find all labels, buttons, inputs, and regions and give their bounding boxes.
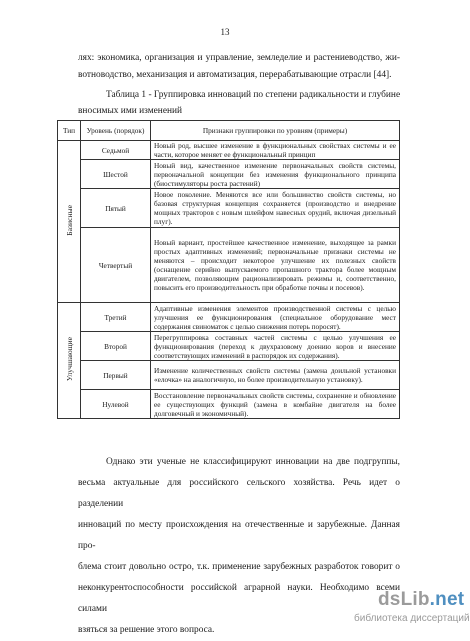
description-cell: Адаптивные изменения элементов производственной системы с целью улучшения ее функционирования (специальное оборудование мест содержания свиноматок с целью снижения потерь поросят). bbox=[151, 303, 400, 332]
description-cell: Новое поколение. Меняются все или большинство свойств системы, но базовая структурная концепция сохраняется (производство и внедрение мощных тракторов с новым шлейфом навесных орудий, включая дизельный плуг). bbox=[151, 189, 400, 228]
level-cell: Второй bbox=[81, 332, 151, 361]
text-line: блема стоит довольно остро, т.к. применение зарубежных разработок говорит о bbox=[78, 562, 400, 572]
description-cell: Новый вид, качественное изменение первоначальных свойств системы, первоначальной концепции без изменения функционального принципа (биостимуляторы роста растений) bbox=[151, 160, 400, 189]
description-cell: Изменение количественных свойств системы (замена доильной установки «елочка» на аналогичную, но более производительную установку). bbox=[151, 361, 400, 390]
description-cell: Новый вариант, простейшее качественное изменение, выходящее за рамки простых адаптивных изменений; первоначальные признаки системы не меняются – происходит некоторое улучшение их полезных свойств (оснащение серийно выпускаемого пропашного трактора более мощным двигателем, позволяющим рационализировать режимы и, соответственно, повысить его производительность при обработке почвы и посевов). bbox=[151, 228, 400, 303]
description-cell: Перегруппировка составных частей системы с целью улучшения ее функционирования (переход к двухразовому доению коров и внесение соответствующих изменений в распорядок их содержания). bbox=[151, 332, 400, 361]
description-cell: Новый род, высшее изменение в функциональных свойствах системы и ее части, которое меняет ее функциональный принцип bbox=[151, 141, 400, 160]
watermark-subtitle: библиотека диссертаций bbox=[354, 613, 470, 624]
level-cell: Четвертый bbox=[81, 228, 151, 303]
level-cell: Шестой bbox=[81, 160, 151, 189]
level-cell: Седьмой bbox=[81, 141, 151, 160]
text-line: лях: экономика, организация и управление, земледелие и растениеводство, жи- bbox=[78, 53, 400, 63]
header-level: Уровень (порядок) bbox=[81, 121, 151, 141]
intro-paragraph bbox=[78, 50, 400, 83]
group-basic bbox=[58, 141, 81, 303]
group-label: Базисные bbox=[64, 205, 74, 236]
innovation-table bbox=[57, 120, 400, 419]
caption-line: Таблица 1 - Группировка инноваций по степени радикальности и глубине bbox=[106, 90, 401, 100]
text-line: инноваций по месту происхождения на отечественные и зарубежные. Данная про- bbox=[78, 520, 400, 551]
header-type: Тип bbox=[58, 121, 81, 141]
text-line: вотноводство, механизация и автоматизация, перерабатывающие отрасли [44]. bbox=[78, 69, 392, 80]
text-line: взяться за решение этого вопроса. bbox=[78, 625, 215, 635]
text-line: неконкурентоспособности российской аграрной науки. Необходимо всеми силами bbox=[78, 583, 400, 614]
page-number: 13 bbox=[220, 27, 230, 37]
table-row bbox=[58, 160, 400, 189]
body-paragraph bbox=[78, 452, 400, 641]
caption-line: вносимых ими изменений bbox=[78, 106, 183, 116]
table-row bbox=[58, 390, 400, 419]
table-row bbox=[58, 228, 400, 303]
header-features: Признаки группировки по уровням (примеры) bbox=[151, 121, 400, 141]
group-improving bbox=[58, 303, 81, 419]
table-header-row bbox=[58, 121, 400, 141]
description-cell: Восстановление первоначальных свойств системы, сохранение и обновление ее существующих функций (замена в комбайне двигателя на более долговечный и экономичный). bbox=[151, 390, 400, 419]
text-line: Однако эти ученые не классифицируют инновации на две подгруппы, bbox=[106, 457, 400, 467]
table-row bbox=[58, 189, 400, 228]
level-cell: Пятый bbox=[81, 189, 151, 228]
watermark-logo: dsLib.net bbox=[378, 589, 465, 610]
text-line: весьма актуальные для российского сельского хозяйства. Речь идет о разделении bbox=[78, 478, 400, 509]
table-row bbox=[58, 141, 400, 160]
table-row bbox=[58, 303, 400, 332]
level-cell: Первый bbox=[81, 361, 151, 390]
level-cell: Нулевой bbox=[81, 390, 151, 419]
group-label: Улучшающие bbox=[64, 337, 74, 382]
table-row bbox=[58, 361, 400, 390]
table-caption bbox=[78, 87, 400, 119]
table-row bbox=[58, 332, 400, 361]
watermark bbox=[354, 589, 470, 624]
level-cell: Третий bbox=[81, 303, 151, 332]
